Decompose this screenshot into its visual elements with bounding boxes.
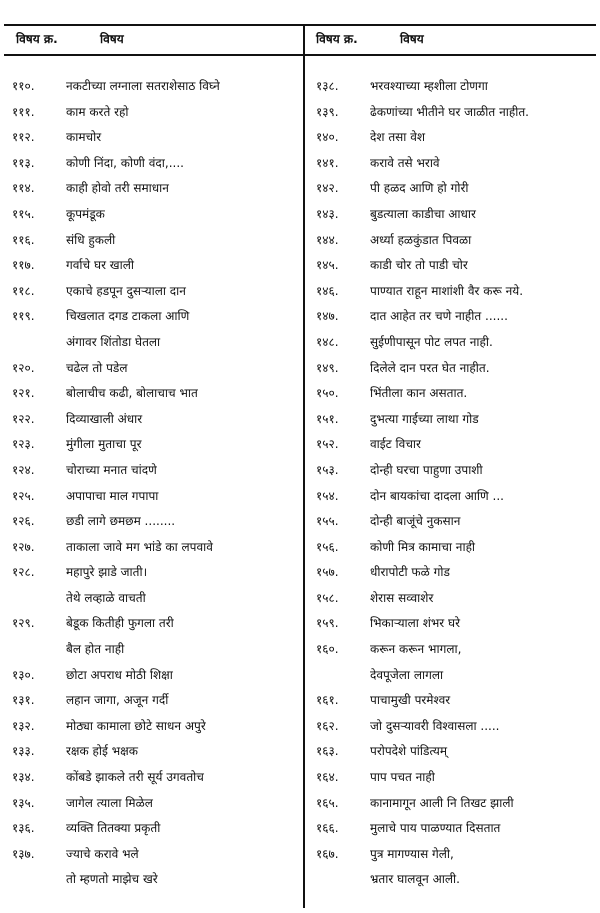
topic-text: लहान जागा, अजून गर्दी <box>66 693 169 708</box>
topic-number: १४२. <box>316 181 339 196</box>
topic-number: ११२. <box>12 130 35 145</box>
topic-text: अपापाचा माल गपापा <box>66 488 159 503</box>
topic-number: १४५. <box>316 258 339 273</box>
topic-number: १५४. <box>316 488 339 503</box>
topic-number: १५१. <box>316 411 339 426</box>
topic-number: १३२. <box>12 718 35 733</box>
topic-number: १५९. <box>316 616 339 631</box>
topic-row <box>12 432 300 458</box>
topic-row <box>316 202 596 228</box>
topic-row <box>12 867 300 893</box>
topic-row <box>316 381 596 407</box>
topic-text: महापुरे झाडे जाती। <box>66 565 148 580</box>
topic-row <box>12 611 300 637</box>
topic-text: कोणी निंदा, कोणी वंदा,.... <box>66 155 184 170</box>
topic-number: १६१. <box>316 693 339 708</box>
topic-row <box>12 100 300 126</box>
topic-text: छडी लागे छमछम ........ <box>66 514 176 529</box>
topic-row <box>12 535 300 561</box>
topic-number: १६७. <box>316 846 339 861</box>
topic-row <box>12 714 300 740</box>
topic-text: ताकाला जावे मग भांडे का लपवावे <box>66 539 213 554</box>
topic-text: दोन्ही बाजूंचे नुकसान <box>370 514 461 529</box>
topic-text: देवपूजेला लागला <box>370 667 444 682</box>
topic-number: १३५. <box>12 795 35 810</box>
topic-text: दुभत्या गाईच्या लाथा गोड <box>370 411 479 426</box>
topic-row <box>316 586 596 612</box>
topic-number: १५७. <box>316 565 339 580</box>
topic-text: रक्षक होई भक्षक <box>66 744 138 759</box>
topic-row <box>316 100 596 126</box>
topic-number: १६५. <box>316 795 339 810</box>
topic-row <box>316 407 596 433</box>
topic-row <box>316 714 596 740</box>
topic-number: १११. <box>12 104 35 119</box>
topic-row <box>316 509 596 535</box>
topic-row <box>12 663 300 689</box>
left-topic-list <box>12 74 300 893</box>
topic-number: १२२. <box>12 411 35 426</box>
topic-row <box>12 74 300 100</box>
topic-row <box>316 867 596 893</box>
topic-number: १४९. <box>316 360 339 375</box>
topic-text: करावे तसे भरावे <box>370 155 440 170</box>
topic-text: ढेकणांच्या भीतीने घर जाळीत नाहीत. <box>370 104 529 119</box>
topic-number: १४०. <box>316 130 339 145</box>
topic-text: छोटा अपराध मोठी शिक्षा <box>66 667 173 682</box>
topic-text: पाण्यात राहून माशांशी वैर करू नये. <box>370 283 524 298</box>
topic-row <box>12 381 300 407</box>
topic-row <box>12 202 300 228</box>
topic-number: १३१. <box>12 693 35 708</box>
topic-number: ११०. <box>12 79 35 93</box>
topic-row <box>12 816 300 842</box>
topic-text: तो म्हणतो माझेच खरे <box>66 872 158 887</box>
topic-text: तेथे लव्हाळे वाचती <box>66 590 146 605</box>
topic-text: कूपमंडूक <box>66 206 105 221</box>
topic-row <box>316 560 596 586</box>
topic-row <box>12 637 300 663</box>
topic-row <box>316 330 596 356</box>
topic-number: ११३. <box>12 155 35 170</box>
topic-number: १६४. <box>316 770 339 785</box>
right-column-header <box>316 30 424 47</box>
topic-text: सुईणीपासून पोट लपत नाही. <box>370 334 493 349</box>
topic-text: नकटीच्या लग्नाला सतराशेसाठ विघ्ने <box>66 79 220 93</box>
topic-row <box>12 586 300 612</box>
topic-text: दिलेले दान परत घेत नाहीत. <box>370 360 490 375</box>
topic-text: शेरास सव्वाशेर <box>370 590 434 605</box>
topic-text: बोलाचीच कढी, बोलाचाच भात <box>66 386 198 401</box>
topic-text: काही होवो तरी समाधान <box>66 181 169 196</box>
topic-row <box>316 791 596 817</box>
topic-number: १४७. <box>316 309 339 324</box>
topic-number: १३३. <box>12 744 35 759</box>
topic-row <box>12 407 300 433</box>
topic-number: ११८. <box>12 283 35 298</box>
topic-text: ज्याचे करावे भले <box>66 846 139 861</box>
topic-row <box>12 253 300 279</box>
topic-number: १३४. <box>12 770 35 785</box>
topic-row <box>12 176 300 202</box>
topic-text: वाईट विचार <box>370 437 421 452</box>
topic-text: भरवश्याच्या म्हशीला टोणगा <box>370 79 488 93</box>
topic-number: १५३. <box>316 462 339 477</box>
topic-text: मुंगीला मुताचा पूर <box>66 437 142 452</box>
topic-text: दोन्ही घरचा पाहुणा उपाशी <box>370 462 483 477</box>
topic-row <box>316 279 596 305</box>
topic-row <box>316 125 596 151</box>
topic-row <box>316 356 596 382</box>
topic-number: १५६. <box>316 539 339 554</box>
topic-number: १३७. <box>12 846 35 861</box>
topic-text: पी हळद आणि हो गोरी <box>370 181 469 196</box>
topic-number: १५०. <box>316 386 339 401</box>
topic-row <box>316 765 596 791</box>
topic-number: १२३. <box>12 437 35 452</box>
topic-row <box>12 151 300 177</box>
topic-text: पाप पचत नाही <box>370 770 435 785</box>
topic-text: करून करून भागला, <box>370 642 462 657</box>
topic-row <box>316 458 596 484</box>
topic-number: १४४. <box>316 232 339 247</box>
topic-row <box>12 279 300 305</box>
topic-text: बेडूक कितीही फुगला तरी <box>66 616 174 631</box>
topic-text: कोंबडे झाकले तरी सूर्य उगवतोच <box>66 770 204 785</box>
topic-row <box>12 765 300 791</box>
topic-number: १३६. <box>12 821 35 836</box>
topic-row <box>12 304 300 330</box>
topic-row <box>12 791 300 817</box>
topic-row <box>12 509 300 535</box>
topic-text: व्यक्ति तितक्या प्रकृती <box>66 821 161 836</box>
topic-number: १६३. <box>316 744 339 759</box>
topic-text: बुडत्याला काडीचा आधार <box>370 206 476 221</box>
topic-row <box>316 816 596 842</box>
topic-row <box>12 125 300 151</box>
topic-row <box>12 739 300 765</box>
topic-row <box>316 688 596 714</box>
header-topic-label: विषय <box>100 32 124 46</box>
topic-row <box>316 535 596 561</box>
topic-text: जागेल त्याला मिळेल <box>66 795 153 810</box>
topic-row <box>316 432 596 458</box>
topic-number: ११९. <box>12 309 35 324</box>
topic-text: दिव्याखाली अंधार <box>66 411 143 426</box>
topic-text: गर्वाचे घर खाली <box>66 258 134 273</box>
topic-row <box>316 842 596 868</box>
header-rule <box>4 54 596 56</box>
topic-text: दोन बायकांचा दादला आणि ... <box>370 488 504 503</box>
topic-row <box>12 560 300 586</box>
topic-text: पुत्र मागण्यास गेली, <box>370 846 454 861</box>
topic-text: भिंतीला कान असतात. <box>370 386 468 401</box>
right-topic-list <box>316 74 596 893</box>
topic-text: देश तसा वेश <box>370 130 426 145</box>
topic-row <box>12 484 300 510</box>
topic-row <box>316 228 596 254</box>
topic-number: १५५. <box>316 514 339 529</box>
topic-number: १४३. <box>316 206 339 221</box>
topic-text: भ्रतार घालवून आली. <box>370 872 460 887</box>
topic-row <box>12 356 300 382</box>
topic-number: ११४. <box>12 181 35 196</box>
topic-text: कोणी मित्र कामाचा नाही <box>370 539 476 554</box>
topic-text: बैल होत नाही <box>66 642 125 657</box>
topic-row <box>12 228 300 254</box>
topic-text: पाचामुखी परमेश्वर <box>370 693 451 708</box>
topic-number: १६२. <box>316 718 339 733</box>
topic-text: अर्ध्या हळकुंडात पिवळा <box>370 232 472 247</box>
column-divider <box>303 24 305 908</box>
topic-row <box>316 74 596 100</box>
topic-number: १३८. <box>316 79 339 93</box>
topic-number: १५८. <box>316 590 339 605</box>
topic-number: ११७. <box>12 258 35 273</box>
topic-number: १३०. <box>12 667 35 682</box>
topic-number: १२०. <box>12 360 35 375</box>
topic-number: १३९. <box>316 104 339 119</box>
topic-number: १२१. <box>12 386 35 401</box>
topic-text: संधि हुकली <box>66 232 116 247</box>
topic-text: भिकाऱ्याला शंभर घरे <box>370 616 461 631</box>
topic-text: कानामागून आली नि तिखट झाली <box>370 795 514 810</box>
topic-number: १६६. <box>316 821 339 836</box>
topic-number: १६०. <box>316 642 339 657</box>
topic-row <box>12 458 300 484</box>
topic-text: धीरापोटी फळे गोड <box>370 565 450 580</box>
topic-text: जो दुसऱ्यावरी विश्वासला ..... <box>370 718 500 733</box>
topic-number: १२७. <box>12 539 35 554</box>
topic-number: १२६. <box>12 514 35 529</box>
topic-row <box>316 176 596 202</box>
left-column-header <box>16 30 124 47</box>
topic-row <box>12 688 300 714</box>
topic-number: ११५. <box>12 206 35 221</box>
topic-text: काडी चोर तो पाडी चोर <box>370 258 468 273</box>
topic-row <box>316 611 596 637</box>
topic-text: चोराच्या मनात चांदणे <box>66 462 157 477</box>
topic-row <box>12 842 300 868</box>
topic-number: १४१. <box>316 155 339 170</box>
topic-number: १२५. <box>12 488 35 503</box>
topic-text: चढेल तो पडेल <box>66 360 128 375</box>
topic-number: १५२. <box>316 437 339 452</box>
topic-text: परोपदेशे पांडित्यम् <box>370 744 448 759</box>
topic-number: १२४. <box>12 462 35 477</box>
topic-number: ११६. <box>12 232 35 247</box>
topic-text: दात आहेत तर चणे नाहीत ...... <box>370 309 508 324</box>
topic-text: एकाचे हडपून दुसऱ्याला दान <box>66 283 186 298</box>
header-topic-label: विषय <box>400 32 424 46</box>
topic-row <box>316 253 596 279</box>
header-number-label: विषय क्र. <box>16 32 58 46</box>
topic-row <box>316 304 596 330</box>
topic-number: १४८. <box>316 334 339 349</box>
topic-number: १४६. <box>316 283 339 298</box>
topic-text: काम करते रहो <box>66 104 129 119</box>
topic-text: मोठ्या कामाला छोटे साधन अपुरे <box>66 718 206 733</box>
top-rule <box>4 24 596 26</box>
topic-row <box>316 663 596 689</box>
topic-number: १२९. <box>12 616 35 631</box>
topic-text: अंगावर शिंतोडा घेतला <box>66 334 161 349</box>
topic-text: मुलाचे पाय पाळण्यात दिसतात <box>370 821 501 836</box>
topic-row <box>12 330 300 356</box>
topic-row <box>316 151 596 177</box>
header-number-label: विषय क्र. <box>316 32 358 46</box>
topic-number: १२८. <box>12 565 35 580</box>
topic-row <box>316 484 596 510</box>
topic-row <box>316 637 596 663</box>
topic-text: कामचोर <box>66 130 102 145</box>
topic-row <box>316 739 596 765</box>
topic-text: चिखलात दगड टाकला आणि <box>66 309 190 324</box>
